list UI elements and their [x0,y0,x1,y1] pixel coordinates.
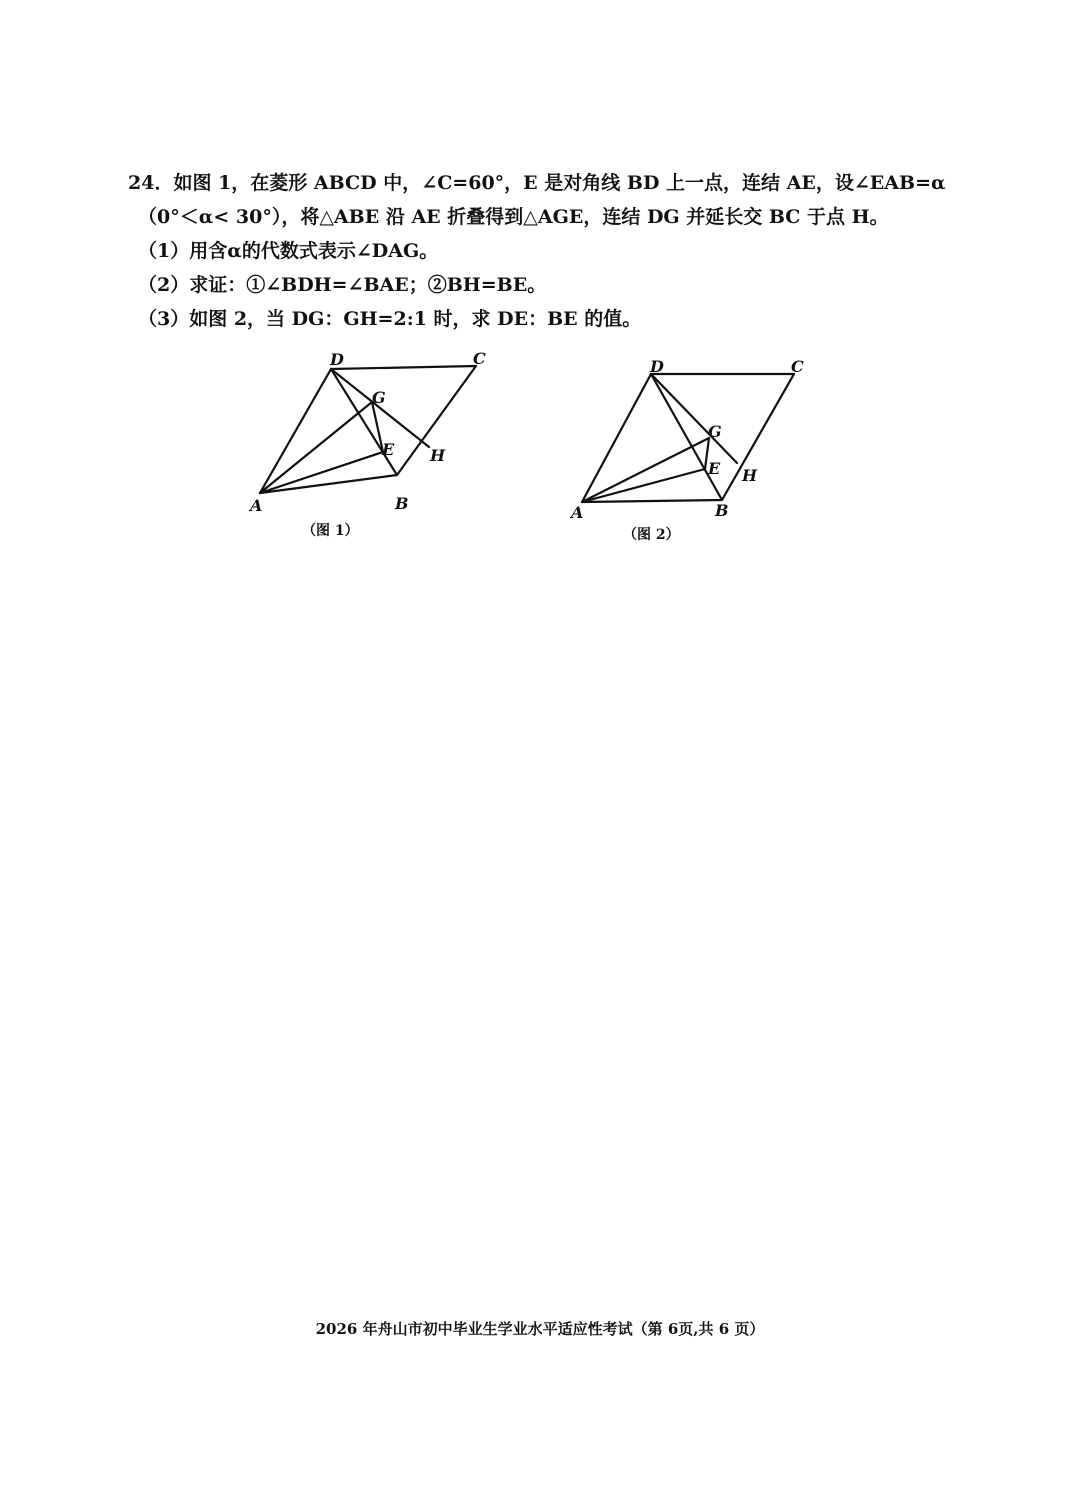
figure-2-diagram [565,350,845,530]
label-h: H [742,466,758,485]
figure-1 [240,345,520,539]
question-stem-text-1: 如图 1，在菱形 ABCD 中，∠C=60°，E 是对角线 BD 上一点，连结 AE，设∠EAB=α [173,172,946,194]
question-stem-line-1 [128,166,946,200]
segment-ae [582,469,705,502]
label-a: A [571,503,584,522]
label-d: D [650,357,664,376]
label-b: B [715,501,729,520]
sub-question-1: （1）用含α的代数式表示∠DAG。 [138,240,439,262]
label-a: A [250,496,263,515]
label-e: E [708,459,721,478]
figure-2-caption: （图 2） [623,527,680,543]
label-e: E [382,440,395,459]
label-g: G [372,388,386,407]
segment-ag [260,402,372,493]
label-c: C [473,349,486,368]
question-number: 24． [128,172,174,194]
label-c: C [791,357,804,376]
label-d: D [330,350,344,369]
label-h: H [430,446,446,465]
question-24 [128,166,946,336]
segment-ae [260,452,383,493]
label-b: B [395,494,409,513]
sub-question-3: （3）如图 2，当 DG：GH=2:1 时，求 DE：BE 的值。 [138,308,642,330]
question-stem-line-2: （0°＜α< 30°），将△ABE 沿 AE 折叠得到△AGE，连结 DG 并延长交 BC 于点 H。 [138,206,889,228]
figure-1-caption: （图 1） [302,523,359,539]
figure-2 [565,350,845,543]
page-footer: 2026 年舟山市初中毕业生学业水平适应性考试（第 6页,共 6 页） [315,1320,765,1338]
segment-ag [582,438,709,502]
figure-1-diagram [240,345,520,525]
sub-question-2: （2）求证：①∠BDH=∠BAE；②BH=BE。 [138,274,547,296]
label-g: G [708,422,722,441]
